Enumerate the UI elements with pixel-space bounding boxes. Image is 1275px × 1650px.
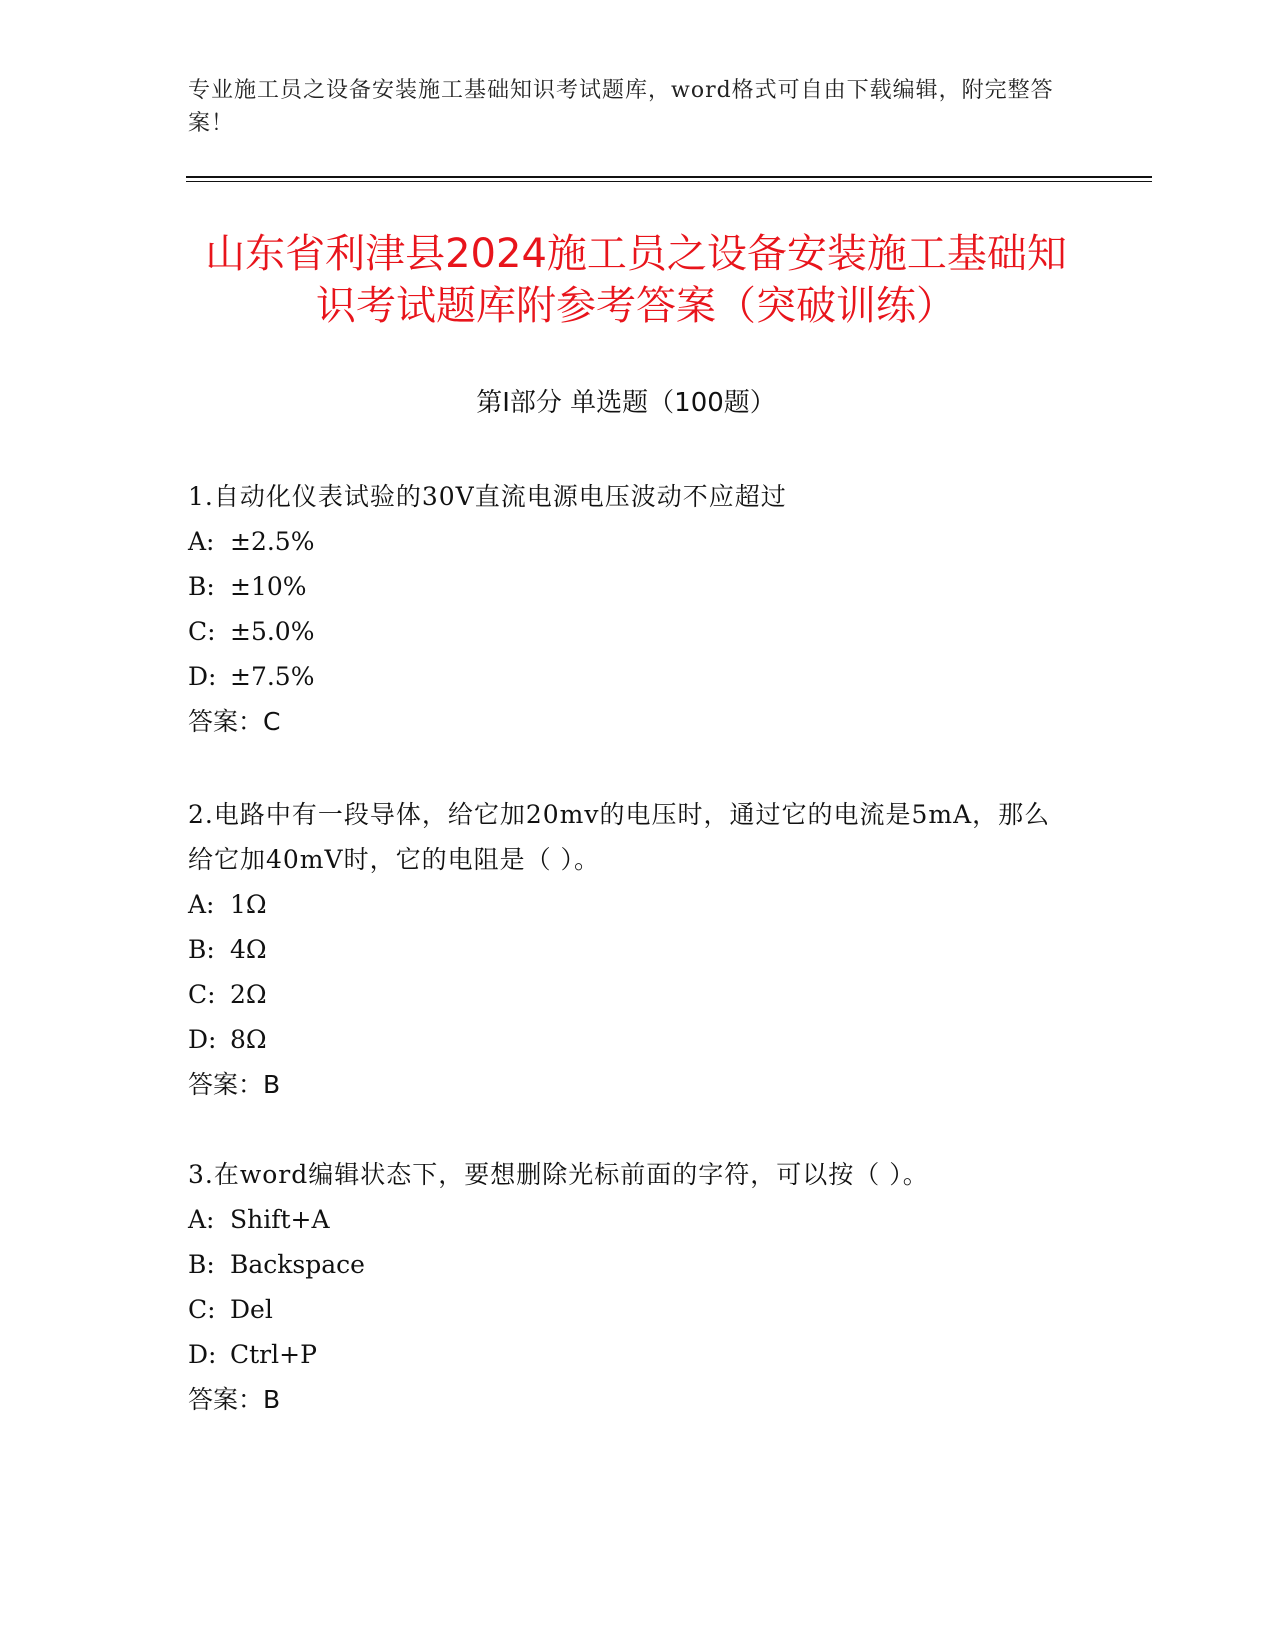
option-letter: C: (188, 980, 216, 1009)
option-letter: A: (188, 1205, 215, 1234)
header-rule-thick (186, 176, 1152, 178)
option-letter: A: (188, 527, 215, 556)
option-text: Ctrl+P (230, 1340, 317, 1369)
option-letter: B: (188, 1250, 215, 1279)
question-text: 2.电路中有一段导体，给它加20mv的电压时，通过它的电流是5mA，那么给它加40mV时，它的电阻是（ ）。 (188, 800, 1051, 874)
option-b (188, 564, 1068, 609)
question-3 (188, 1152, 1068, 1422)
option-a (188, 1197, 1068, 1242)
option-c (188, 972, 1068, 1017)
option-letter: D: (188, 1025, 217, 1054)
section-title: 第Ⅰ部分 单选题（100题） (476, 388, 776, 418)
option-text: Del (230, 1295, 273, 1324)
option-a (188, 519, 1068, 564)
option-text: 2Ω (230, 980, 267, 1009)
option-letter: B: (188, 572, 215, 601)
header-note: 专业施工员之设备安装施工基础知识考试题库，word格式可自由下载编辑，附完整答案！ (188, 78, 1054, 136)
question-text: 3.在word编辑状态下，要想删除光标前面的字符，可以按（ ）。 (188, 1160, 929, 1189)
option-text: 8Ω (230, 1025, 267, 1054)
option-a (188, 882, 1068, 927)
answer-line: 答案：B (188, 1385, 281, 1414)
option-text: ±10% (230, 572, 307, 601)
option-b (188, 927, 1068, 972)
option-c (188, 609, 1068, 654)
header-rule-thin (186, 181, 1152, 182)
answer-line: 答案：C (188, 707, 281, 736)
option-text: 1Ω (230, 890, 267, 919)
document-title: 山东省利津县2024施工员之设备安装施工基础知识考试题库附参考答案（突破训练） (205, 231, 1067, 329)
option-letter: D: (188, 662, 217, 691)
question-1 (188, 474, 1068, 744)
option-b (188, 1242, 1068, 1287)
option-c (188, 1287, 1068, 1332)
option-text: 4Ω (230, 935, 267, 964)
option-d (188, 1332, 1068, 1377)
question-2 (188, 792, 1068, 1107)
option-d (188, 1017, 1068, 1062)
option-text: ±7.5% (230, 662, 315, 691)
option-letter: D: (188, 1340, 217, 1369)
option-text: ±5.0% (230, 617, 315, 646)
option-d (188, 654, 1068, 699)
question-text: 1.自动化仪表试验的30V直流电源电压波动不应超过 (188, 482, 787, 511)
option-text: Shift+A (230, 1205, 330, 1234)
option-letter: B: (188, 935, 215, 964)
answer-line: 答案：B (188, 1070, 281, 1099)
option-text: ±2.5% (230, 527, 315, 556)
option-text: Backspace (230, 1250, 365, 1279)
option-letter: A: (188, 890, 215, 919)
option-letter: C: (188, 617, 216, 646)
option-letter: C: (188, 1295, 216, 1324)
